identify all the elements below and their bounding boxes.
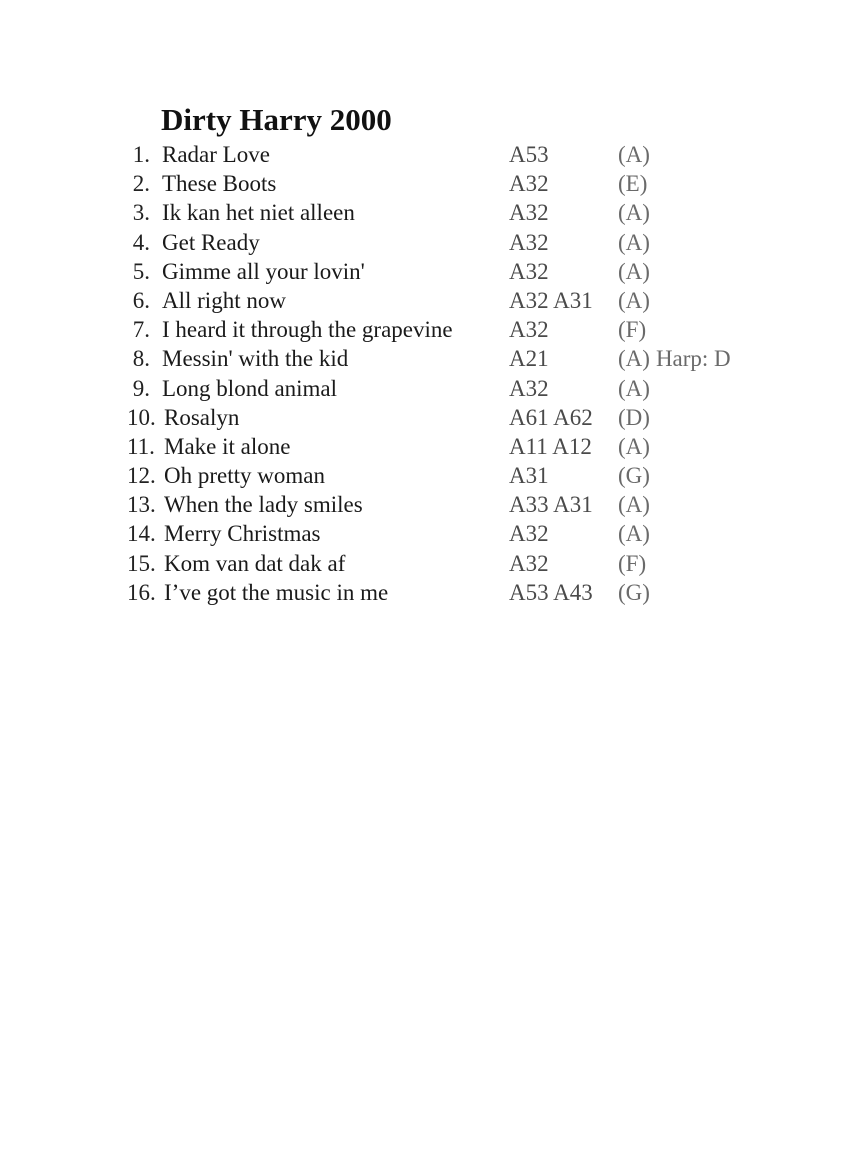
list-item (0, 549, 850, 578)
song-key-value: (A) (618, 492, 650, 518)
song-key (618, 228, 650, 257)
song-title: Merry Christmas (164, 521, 321, 547)
song-key-value: (G) (618, 463, 650, 489)
song-key (618, 432, 650, 461)
song-codes: A32 (509, 550, 549, 576)
song-title: Oh pretty woman (164, 463, 325, 489)
song-key-value: (A) (618, 229, 650, 255)
song-key (618, 374, 650, 403)
list-item (0, 169, 850, 198)
song-title: When the lady smiles (164, 492, 363, 518)
song-title: Rosalyn (164, 404, 240, 430)
song-key-value: (E) (618, 171, 648, 197)
song-key-value: (A) (618, 521, 650, 547)
song-title: Radar Love (162, 142, 270, 167)
song-codes: A53 A43 (509, 579, 593, 605)
song-codes: A32 (509, 171, 549, 197)
song-key (618, 344, 731, 373)
song-codes: A32 (509, 521, 549, 547)
list-item (0, 257, 850, 286)
song-number: 15. (127, 550, 156, 576)
song-number: 16. (127, 579, 156, 605)
list-item (0, 461, 850, 490)
song-codes: A53 (509, 142, 549, 167)
song-number: 11. (127, 433, 155, 459)
song-title: Make it alone (164, 433, 291, 459)
song-codes: A31 (509, 463, 549, 489)
song-title: I heard it through the grapevine (162, 317, 453, 343)
song-title: Messin' with the kid (162, 346, 349, 372)
list-item (0, 519, 850, 548)
song-number: 1. (132, 142, 150, 167)
song-key-value: (A) (618, 287, 650, 313)
page-title: Dirty Harry 2000 (161, 102, 392, 137)
song-number: 3. (132, 200, 150, 226)
song-number: 9. (132, 375, 150, 401)
song-key-value: (F) (618, 550, 647, 576)
song-title: Gimme all your lovin' (162, 258, 365, 284)
song-key-value: (F) (618, 317, 647, 343)
song-codes: A11 A12 (509, 433, 592, 459)
song-key (618, 257, 650, 286)
song-key (618, 519, 650, 548)
song-note: Harp: D (655, 346, 731, 372)
list-item (0, 578, 850, 607)
song-key (618, 315, 646, 344)
song-title: Long blond animal (162, 375, 338, 401)
song-title: These Boots (162, 171, 277, 197)
song-key-value: (A) (618, 200, 650, 226)
song-codes: A61 A62 (509, 404, 593, 430)
song-codes: A32 A31 (509, 287, 593, 313)
song-key (618, 461, 650, 490)
song-title: Ik kan het niet alleen (162, 200, 355, 226)
song-number: 10. (127, 404, 156, 430)
song-number: 8. (132, 346, 150, 372)
song-codes: A32 (509, 258, 549, 284)
song-key (618, 198, 650, 227)
song-number: 7. (132, 317, 150, 343)
song-number: 13. (127, 492, 156, 518)
song-key (618, 140, 650, 169)
list-item (0, 286, 850, 315)
song-key-value: (G) (618, 579, 650, 605)
song-key (618, 490, 650, 519)
song-key (618, 286, 650, 315)
song-key (618, 578, 650, 607)
song-key (618, 549, 646, 578)
song-key-value: (A) (618, 258, 650, 284)
song-number: 5. (132, 258, 150, 284)
song-number: 6. (132, 287, 150, 313)
list-item (0, 432, 850, 461)
song-key-value: (A) (618, 346, 650, 372)
song-key-value: (A) (618, 375, 650, 401)
song-key (618, 169, 647, 198)
song-codes: A32 (509, 200, 549, 226)
song-key (618, 403, 650, 432)
song-title: I’ve got the music in me (164, 579, 389, 605)
song-number: 2. (132, 171, 150, 197)
song-codes: A32 (509, 229, 549, 255)
song-title: Kom van dat dak af (164, 550, 346, 576)
list-item (0, 315, 850, 344)
song-number: 14. (127, 521, 156, 547)
song-number: 4. (132, 229, 150, 255)
song-codes: A32 (509, 317, 549, 343)
list-item (0, 403, 850, 432)
song-list (0, 140, 850, 607)
song-codes: A33 A31 (509, 492, 593, 518)
song-key-value: (D) (618, 404, 650, 430)
list-item (0, 228, 850, 257)
list-item (0, 374, 850, 403)
list-item (0, 140, 850, 169)
list-item (0, 198, 850, 227)
song-number: 12. (127, 463, 156, 489)
song-codes: A21 (509, 346, 549, 372)
song-title: All right now (162, 287, 286, 313)
list-item (0, 344, 850, 373)
list-item (0, 490, 850, 519)
song-key-value: (A) (618, 433, 650, 459)
song-key-value: (A) (618, 142, 650, 167)
song-title: Get Ready (162, 229, 260, 255)
song-codes: A32 (509, 375, 549, 401)
